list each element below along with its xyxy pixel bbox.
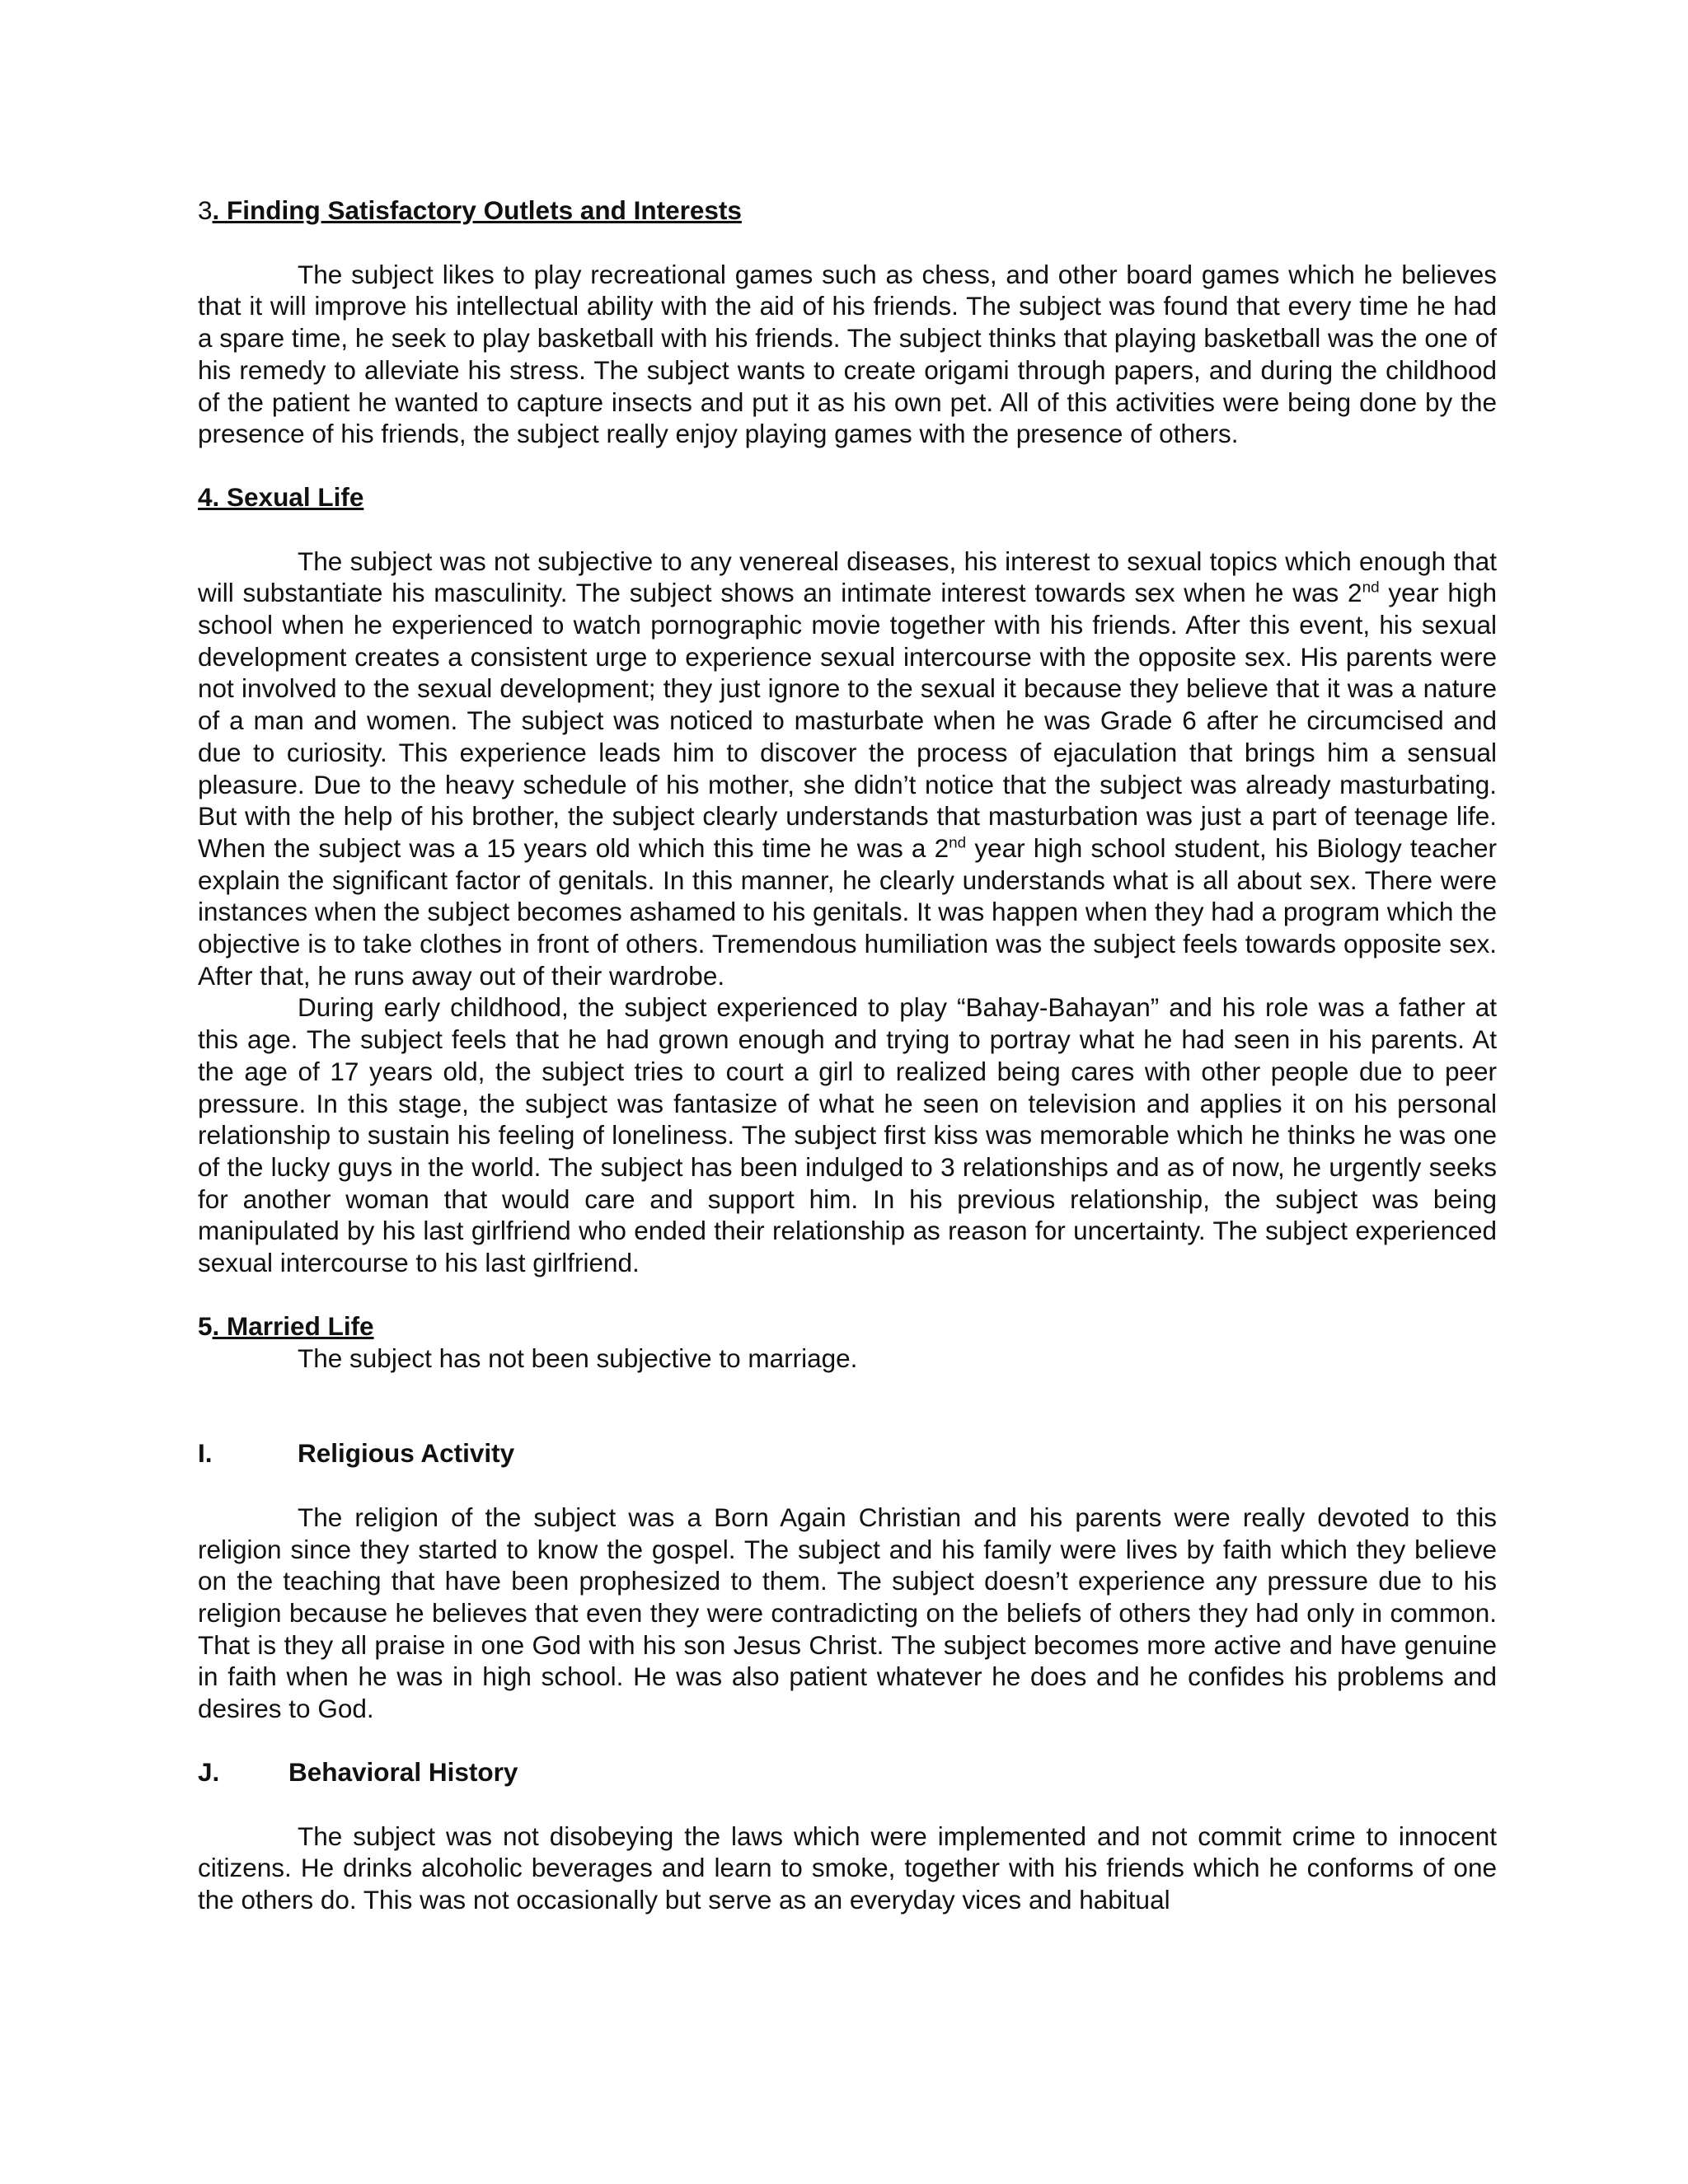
section-4-heading: 4. Sexual Life: [198, 481, 364, 512]
section-j-label: J.: [198, 1756, 220, 1787]
section-i-label: I.: [198, 1438, 213, 1469]
section-4-text-b: year high school when he experienced to watch pornographic movie together with his friends. After this event, his sexual development creates a consistent urge to experience sexual intercourse with the opposite sex. His parents were not involved to the sexual development; they just ignore to the sexual it because they believe that it was a nature of a man and women. The subject was noticed to masturbate when he was Grade 6 after he circumcised and due to curiosity. This experience leads him to discover the process of ejaculation that brings him a sensual pleasure. Due to the heavy schedule of his mother, she didn’t notice that the subject was already masturbating. But with the help of his brother, the subject clearly understands that masturbation was just a part of teenage life. When the subject was a 15 years old which this time he was a 2: [198, 578, 1497, 863]
section-i-heading: [198, 1437, 1497, 1469]
document-body: [198, 194, 1497, 1916]
section-5-title: . Married Life: [212, 1310, 374, 1341]
section-4-paragraph-2: During early childhood, the subject experienced to play “Bahay-Bahayan” and his role was a father at this age. The subject feels that he had grown enough and trying to portray what he had seen in his parents. At the age of 17 years old, the subject tries to court a girl to realized being cares with other people due to peer pressure. In this stage, the subject was fantasize of what he seen on television and applies it on his personal relationship to sustain his feeling of loneliness. The subject first kiss was memorable which he thinks he was one of the lucky guys in the world. The subject has been indulged to 3 relationships and as of now, he urgently seeks for another woman that would care and support him. In his previous relationship, the subject was being manipulated by his last girlfriend who ended their relationship as reason for uncertainty. The subject experienced sexual intercourse to his last girlfriend.: [198, 992, 1497, 1278]
section-j-paragraph: The subject was not disobeying the laws which were implemented and not commit crime to innocent citizens. He drinks alcoholic beverages and learn to smoke, together with his friends which he conforms of one the others do. This was not occasionally but serve as an everyday vices and habitual: [198, 1821, 1497, 1915]
ordinal-suffix: nd: [949, 834, 967, 852]
section-3-heading: [198, 194, 1497, 227]
section-j-heading: [198, 1756, 1497, 1788]
section-3-paragraph: The subject likes to play recreational games such as chess, and other board games which he believes that it will improve his intellectual ability with the aid of his friends. The subject was found that every time he had a spare time, he seek to play basketball with his friends. The subject thinks that playing basketball was the one of his remedy to alleviate his stress. The subject wants to create origami through papers, and during the childhood of the patient he wanted to capture insects and put it as his own pet. All of this activities were being done by the presence of his friends, the subject really enjoy playing games with the presence of others.: [198, 259, 1497, 449]
section-4-text-c: year high school student, his Biology teacher explain the significant factor of genitals. In this manner, he clearly understands what is all about sex. There were instances when the subject becomes ashamed to his genitals. It was happen when they had a program which the objective is to take clothes in front of others. Tremendous humiliation was the subject feels towards opposite sex. After that, he runs away out of their wardrobe.: [198, 832, 1497, 991]
section-i-paragraph: The religion of the subject was a Born Again Christian and his parents were really devoted to this religion since they started to know the gospel. The subject and his family were lives by faith which they believe on the teaching that have been prophesized to them. The subject doesn’t experience any pressure due to his religion because he believes that even they were contradicting on the beliefs of others they had only in common. That is they all praise in one God with his son Jesus Christ. The subject becomes more active and have genuine in faith when he was in high school. He was also patient whatever he does and he confides his problems and desires to God.: [198, 1502, 1497, 1724]
section-i-title: Religious Activity: [298, 1438, 515, 1469]
section-3-number: 3: [198, 195, 213, 225]
section-4-text-a: The subject was not subjective to any venereal diseases, his interest to sexual topics which enough that will substantiate his masculinity. The subject shows an intimate interest towards sex when he was 2: [198, 546, 1497, 608]
section-j-title: Behavioral History: [288, 1756, 518, 1787]
section-5-number: 5: [198, 1310, 213, 1341]
ordinal-suffix: nd: [1362, 579, 1380, 597]
section-5-text: The subject has not been subjective to marriage.: [298, 1343, 858, 1373]
section-4-paragraph-1: [198, 546, 1497, 992]
section-3-title: . Finding Satisfactory Outlets and Interests: [212, 195, 742, 225]
section-5-heading: [198, 1310, 1497, 1343]
